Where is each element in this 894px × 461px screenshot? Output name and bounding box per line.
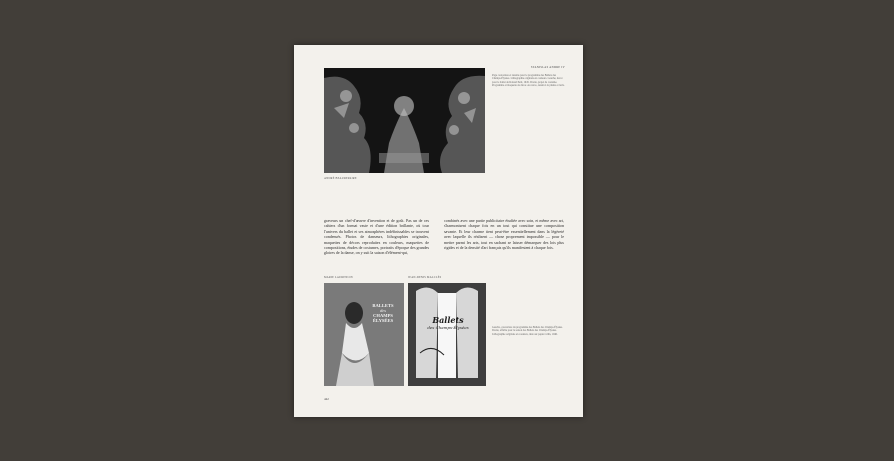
poster-left-line2: des	[379, 308, 387, 313]
poster-right-title	[420, 315, 476, 330]
photo-credit-bottom-right: JEAN-DENIS MALCLÈS	[408, 276, 442, 279]
page-number: 442	[324, 397, 329, 401]
caption-bottom: Gauche, couverture du programme des Ballets des Champs-Élysées. Droite, affiche pour la saison des Ballets des Champs-Élysées. Lithographie originale en couleurs, tirée sur papier vélin, 1946.	[492, 326, 563, 336]
poster-right-line1: Ballets	[432, 315, 464, 325]
poster-left-title	[364, 303, 402, 323]
poster-malcles-illustration	[408, 283, 486, 386]
poster-laurencin	[324, 283, 404, 386]
poster-left-line4: ÉLYSÉES	[372, 318, 394, 323]
photo-credit-top: ANDRÉ BEAUREPAIRE	[324, 177, 357, 180]
stage-set-illustration	[324, 68, 485, 173]
poster-laurencin-illustration	[324, 283, 404, 386]
document-page	[294, 45, 583, 417]
body-column-right: combinés avec une partie publicitaire étudiée avec soin, et même avec art, s'harmonisent chaque fois en un tout qui constitue une composition savante. Et leur charme tient peut-être essentiellement dans la légèreté avec laquelle ils réalisent — chose proprement impossible — pour le mettre parmi les arts, tout en sachant se laisser démarquer des lois plus rigides et de la densité d'art français qu'ils manifestent à chaque fois.	[444, 218, 564, 251]
poster-malcles	[408, 283, 486, 386]
stage-set-photo	[324, 68, 485, 173]
poster-right-line2: des Champs-Élysées	[427, 325, 469, 330]
body-column-left: graveurs un chef-d'œuvre d'invention et de goût. Pas un de ces cahiers d'un format vaste et d'une édition brillante, où tour l'univers du ballet et ses atmosphères indéfinissables se trouvent condensés. Photos de danseurs, lithographies originales, maquettes de décors reproduites en couleurs, maquettes de compositions, études de costumes, portraits d'époque des grandes gloires de la danse, on y suit la saison d'élément-qui,	[324, 218, 429, 256]
poster-left-line1: BALLETS	[372, 303, 394, 308]
running-header: STANISLAS ANDRE IV	[530, 66, 565, 69]
poster-left-line3: CHAMPS	[373, 313, 393, 318]
caption-top: Page couverture et dessins pour le programme des Ballets des Champs-Élysées. Lithographie originale en couleurs. Gauche, décor pour le ballet de Roland Petit, 1945. Droite, projet de costume. Programme et maquette de décor. Au verso, dessin à la plume et lavis.	[492, 74, 565, 88]
photo-credit-bottom-left: MARIE LAURENCIN	[324, 276, 353, 279]
